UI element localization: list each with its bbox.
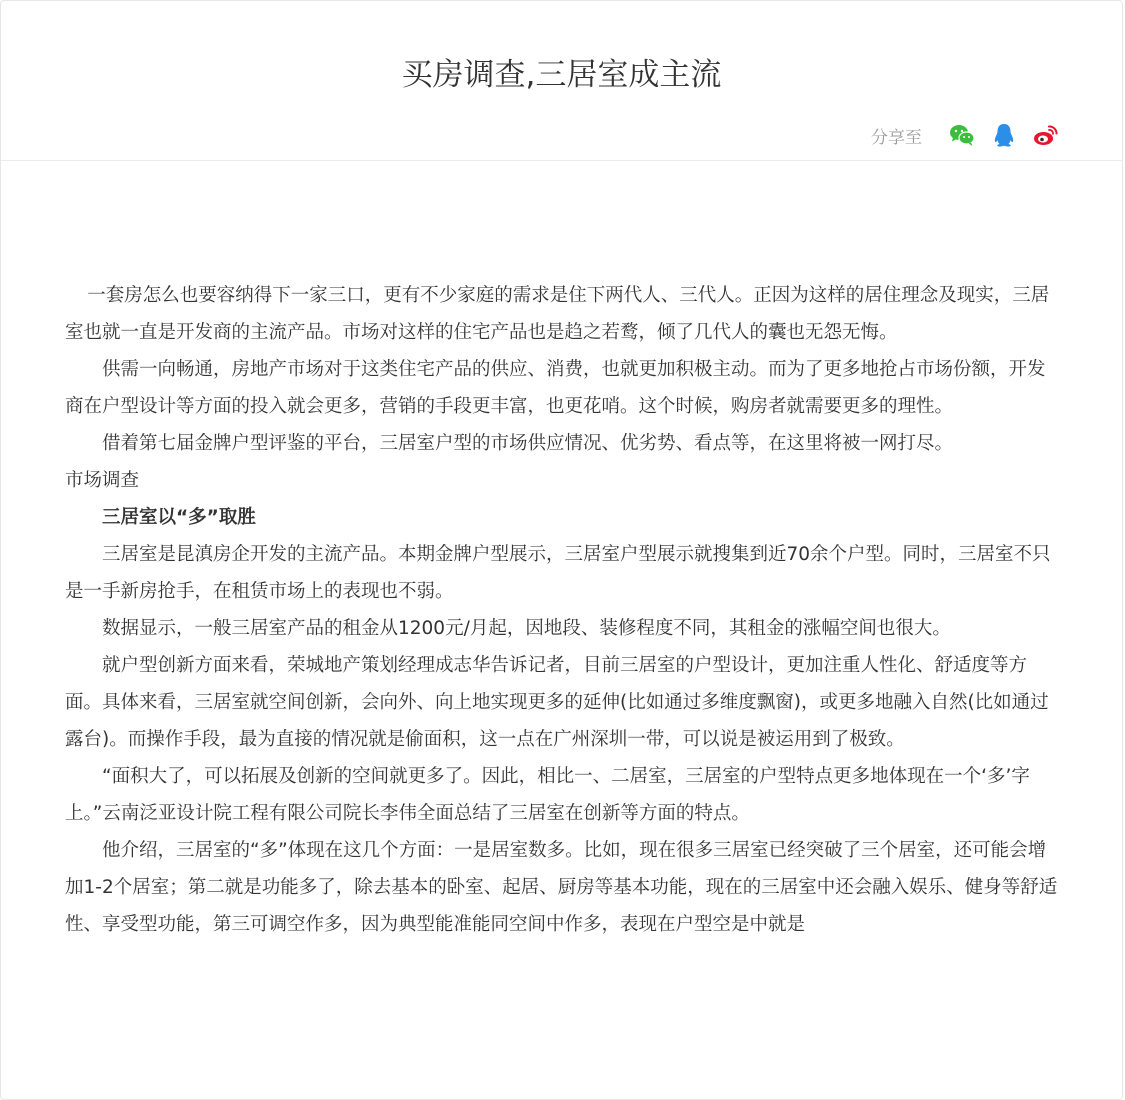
section-label: 市场调查	[65, 470, 140, 491]
paragraph: 就户型创新方面来看，荣城地产策划经理成志华告诉记者，目前三居室的户型设计，更加注重人性化、舒适度等方面。具体来看，三居室就空间创新，会向外、向上地实现更多的延伸(比如通过多维度飘窗)，或更多地融入自然(比如通过露台)。而操作手段，最为直接的情况就是偷面积，这一点在广州深圳一带，可以说是被运用到了极致。	[65, 655, 1049, 750]
paragraph: 借着第七届金牌户型评鉴的平台，三居室户型的市场供应情况、优劣势、看点等，在这里将被一网打尽。	[102, 433, 954, 454]
paragraph: 三居室是昆滇房企开发的主流产品。本期金牌户型展示，三居室户型展示就搜集到近70余个户型。同时，三居室不只是一手新房抢手，在租赁市场上的表现也不弱。	[65, 544, 1051, 602]
article-body	[65, 277, 1061, 943]
qq-icon[interactable]	[990, 121, 1018, 149]
section-heading: 三居室以“多”取胜	[102, 507, 256, 528]
paragraph: 一套房怎么也要容纳得下一家三口，更有不少家庭的需求是住下两代人、三代人。正因为这样的居住理念及现实，三居室也就一直是开发商的主流产品。市场对这样的住宅产品也是趋之若鹜，倾了几代人的囊也无怨无悔。	[65, 285, 1050, 343]
article-title: 买房调查,三居室成主流	[401, 57, 722, 93]
paragraph: 他介绍，三居室的“多”体现在这几个方面：一是居室数多。比如，现在很多三居室已经突破了三个居室，还可能会增加1-2个居室；第二就是功能多了，除去基本的卧室、起居、厨房等基本功能，现在的三居室中还会融入娱乐、健身等舒适性、享受型功能，第三可调空作多，因为典型能准能同空间中作多，表现在户型空是中就是	[65, 840, 1058, 935]
quote-paragraph: “面积大了，可以拓展及创新的空间就更多了。因此，相比一、二居室，三居室的户型特点更多地体现在一个‘多’字上。”云南泛亚设计院工程有限公司院长李伟全面总结了三居室在创新等方面的特点。	[65, 766, 1030, 824]
wechat-icon[interactable]	[948, 121, 976, 149]
share-bar	[871, 121, 1060, 149]
article-header	[1, 1, 1122, 161]
paragraph: 数据显示，一般三居室产品的租金从1200元/月起，因地段、装修程度不同，其租金的涨幅空间也很大。	[102, 618, 951, 639]
share-label: 分享至	[871, 127, 922, 148]
paragraph: 供需一向畅通，房地产市场对于这类住宅产品的供应、消费，也就更加积极主动。而为了更多地抢占市场份额，开发商在户型设计等方面的投入就会更多，营销的手段更丰富，也更花哨。这个时候，购房者就需要更多的理性。	[65, 359, 1046, 417]
weibo-icon[interactable]	[1032, 121, 1060, 149]
